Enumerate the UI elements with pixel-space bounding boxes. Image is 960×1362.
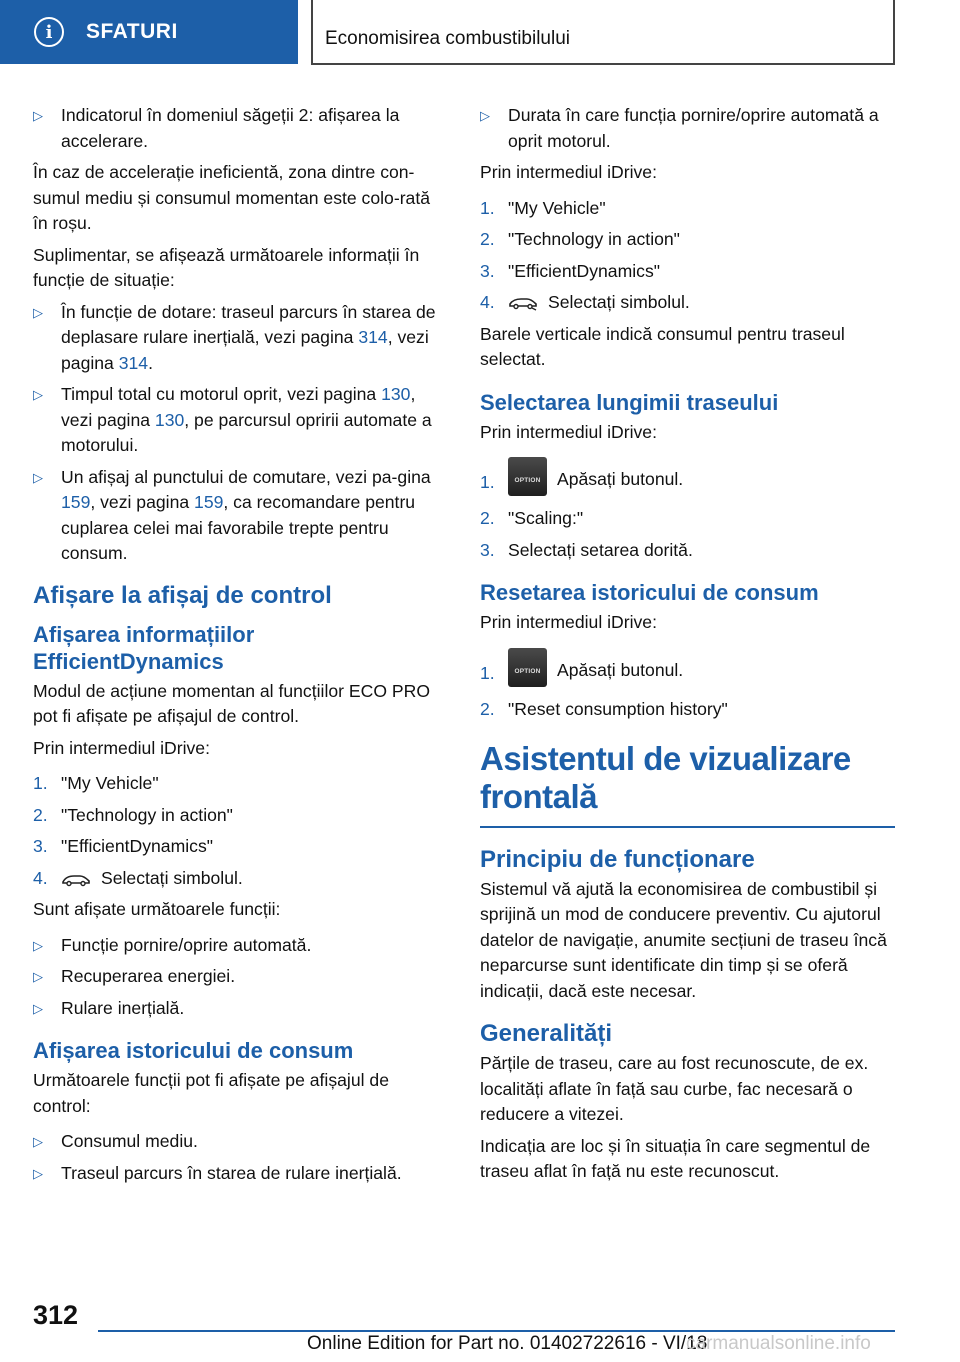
- bullet-list: [33, 1129, 448, 1186]
- bullet-list: [33, 933, 448, 1022]
- paragraph: Barele verticale indică consumul pentru traseul selectat.: [480, 323, 845, 369]
- list-item: ▷ Recuperarea energiei.: [33, 964, 448, 990]
- heading-rule: [480, 826, 895, 828]
- list-item: 2. "Scaling:": [480, 508, 584, 528]
- list-item: 2. "Technology in action": [33, 804, 233, 825]
- list-item: 4. Selectați simbolul.: [480, 292, 690, 312]
- list-item: 1. OPTION Apăsați butonul.: [480, 642, 896, 691]
- paragraph: Sunt afișate următoarele funcții:: [33, 899, 281, 919]
- header-section-tab: [0, 0, 298, 64]
- footer-rule: [98, 1330, 895, 1332]
- numbered-steps: [33, 771, 448, 891]
- list-item: 1. OPTION Apăsați butonul.: [480, 451, 896, 500]
- subsection-heading: Resetarea istoricului de consum: [480, 580, 819, 605]
- paragraph: Prin intermediul iDrive:: [480, 421, 657, 442]
- numbered-steps: [480, 451, 896, 563]
- page-link[interactable]: 159: [194, 492, 224, 512]
- list-item: ▷ Funcție pornire/oprire automată.: [33, 933, 448, 959]
- page-link[interactable]: 130: [154, 409, 185, 430]
- option-button-icon: OPTION: [508, 648, 547, 687]
- bullet-triangle-icon: ▷: [33, 1134, 43, 1149]
- page-link[interactable]: 159: [61, 492, 91, 512]
- list-item: 1. "My Vehicle": [33, 773, 159, 793]
- info-icon: i: [34, 17, 64, 47]
- bullet-triangle-icon: ▷: [33, 469, 43, 485]
- header-divider-left: [311, 0, 313, 64]
- list-item: ▷ Un afișaj al punctului de comutare, vezi pa-gina 159, vezi pagina 159, ca recomandare pentru cuplarea celei mai favorabile trepte pentru consum.: [33, 466, 431, 563]
- paragraph: În caz de accelerație ineficientă, zona dintre con-sumul mediu și consumul momentan este colo-rată în roșu.: [33, 162, 431, 233]
- page-link[interactable]: 314: [118, 352, 149, 373]
- bullet-triangle-icon: ▷: [480, 108, 490, 123]
- chapter-heading: Asistentul de vizualizare frontală: [480, 740, 851, 815]
- page-number: 312: [33, 1300, 79, 1330]
- subsection-heading: Afișarea informațiilor EfficientDynamics: [33, 621, 255, 674]
- list-item: 3. "EfficientDynamics": [480, 260, 660, 281]
- eco-car-history-symbol-icon: [508, 295, 538, 311]
- bullet-triangle-icon: ▷: [33, 304, 43, 320]
- list-item: ▷ În funcție de dotare: traseul parcurs în starea de deplasare rulare inerțială, vezi pagina 314, vezi pagina 314.: [33, 301, 436, 373]
- watermark-text: carmanualsonline.info: [686, 1333, 871, 1354]
- section-tab-label: SFATURI: [86, 20, 178, 43]
- header-divider-bottom: [311, 63, 895, 65]
- bullet-list: [480, 103, 896, 154]
- left-column: [33, 103, 448, 1192]
- bullet-triangle-icon: ▷: [33, 1165, 43, 1181]
- list-item: ▷ Durata în care funcția pornire/oprire automată a oprit motorul.: [480, 105, 879, 151]
- list-item: 2. "Reset consumption history": [480, 698, 728, 719]
- list-item: 1. "My Vehicle": [480, 197, 606, 218]
- section-heading: Afișare la afișaj de control: [33, 581, 332, 609]
- bullet-triangle-icon: ▷: [33, 937, 43, 953]
- page-link[interactable]: 314: [358, 327, 388, 347]
- paragraph: Suplimentar, se afișează următoarele informații în funcție de situație:: [33, 244, 420, 290]
- list-item: 4. Selectați simbolul.: [33, 867, 243, 888]
- header-divider-right: [893, 0, 895, 64]
- page-link[interactable]: 130: [381, 384, 411, 404]
- bullet-triangle-icon: ▷: [33, 969, 43, 984]
- footer-edition-text: Online Edition for Part no. 01402722616 - VI/18: [307, 1333, 708, 1354]
- list-item: ▷ Traseul parcurs în starea de rulare inerțială.: [33, 1161, 448, 1187]
- bullet-triangle-icon: ▷: [33, 387, 43, 402]
- list-item: 2. "Technology in action": [480, 229, 680, 249]
- bullet-list: [33, 103, 448, 154]
- subsection-heading: Generalități: [480, 1020, 613, 1047]
- option-button-icon: OPTION: [508, 457, 547, 496]
- list-item: ▷ Consumul mediu.: [33, 1129, 448, 1155]
- subsection-heading: Principiu de funcționare: [480, 845, 755, 873]
- right-column: [480, 103, 896, 1191]
- numbered-steps: [480, 642, 896, 723]
- paragraph: Prin intermediul iDrive:: [33, 737, 210, 758]
- list-item: 3. Selectați setarea dorită.: [480, 539, 693, 560]
- numbered-steps: [480, 196, 896, 316]
- list-item: ▷ Rulare inerțială.: [33, 996, 448, 1022]
- list-item: ▷ Timpul total cu motorul oprit, vezi pagina 130, vezi pagina 130, pe parcursul opririi automate a motorului.: [33, 384, 432, 455]
- eco-car-symbol-icon: [61, 871, 91, 887]
- list-item: 3. "EfficientDynamics": [33, 836, 213, 856]
- paragraph: Prin intermediul iDrive:: [480, 162, 657, 182]
- paragraph: Prin intermediul iDrive:: [480, 612, 657, 632]
- paragraph: Sistemul vă ajută la economisirea de combustibil și sprijină un mod de conducere preventiv. Cu ajutorul datelor de navigație, anumite secțiuni de traseu încă neparcurse sunt identificate din timp și se oferă indicații, dacă este necesar.: [480, 878, 887, 1001]
- chapter-title: Economisirea combustibilului: [325, 28, 570, 49]
- bullet-triangle-icon: ▷: [33, 108, 43, 123]
- paragraph: Modul de acțiune momentan al funcțiilor ECO PRO pot fi afișate pe afișajul de control.: [33, 680, 431, 726]
- bullet-triangle-icon: ▷: [33, 1000, 43, 1016]
- paragraph: Indicația are loc și în situația în care segmentul de traseu aflat în față nu este recunoscut.: [480, 1135, 871, 1181]
- paragraph: Părțile de traseu, care au fost recunoscute, de ex. localități aflate în față sau curbe, fac necesară o reducere a vitezei.: [480, 1053, 869, 1124]
- subsection-heading: Selectarea lungimii traseului: [480, 389, 779, 415]
- paragraph: Următoarele funcții pot fi afișate pe afișajul de control:: [33, 1070, 389, 1116]
- list-item: ▷ Indicatorul în domeniul săgeții 2: afișarea la accelerare.: [33, 105, 400, 151]
- bullet-list: [33, 300, 448, 567]
- subsection-heading: Afișarea istoricului de consum: [33, 1038, 354, 1063]
